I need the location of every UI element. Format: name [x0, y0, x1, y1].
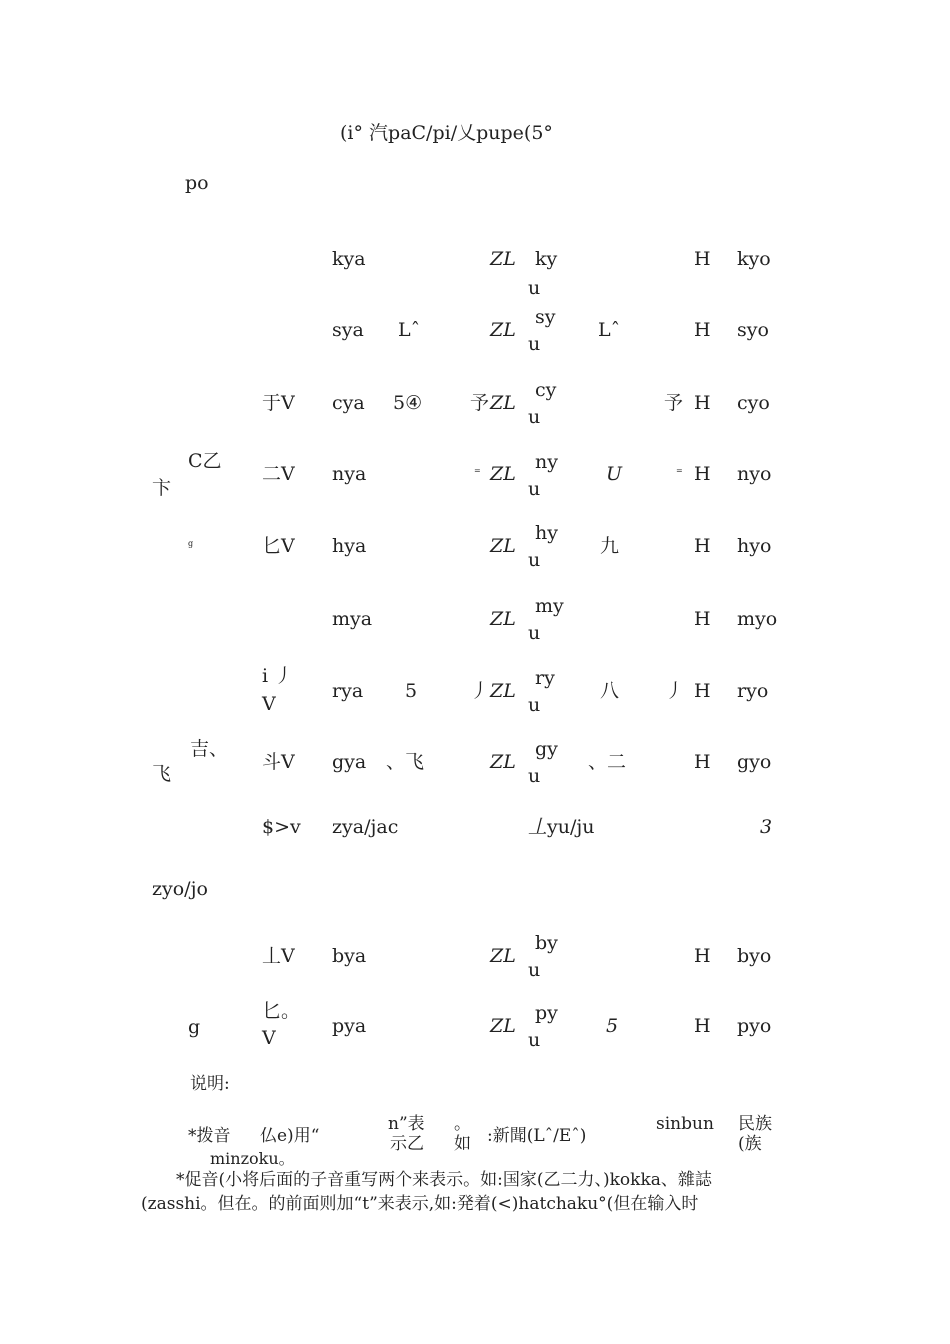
cell-zl: ZL — [490, 248, 516, 270]
cell-u-top: ky — [535, 248, 558, 270]
cell-a-mark: 5④ — [393, 392, 423, 414]
cell-o: nyo — [737, 463, 772, 485]
cell-a: rya — [332, 680, 364, 702]
cell-u: yu/ju — [547, 816, 595, 838]
cell-h: H — [694, 751, 711, 773]
cell-a: nya — [332, 463, 367, 485]
cell-zl: ZL — [490, 319, 516, 341]
cell-o: kyo — [737, 248, 771, 270]
cell-h: H — [694, 535, 711, 557]
cell-o-wrapped: zyo/jo — [152, 878, 208, 900]
notes-title: 说明: — [190, 1074, 230, 1094]
cell-kana: 于V — [262, 392, 295, 414]
note-text: :新聞(Lˆ/Eˆ) — [487, 1126, 587, 1146]
cell-zl: ZL — [490, 608, 516, 630]
cell-kana: 匕V — [262, 535, 295, 557]
header-line: (i° 汽paC/pi/乂pupe(5° — [340, 122, 553, 144]
cell-zl: ZL — [490, 392, 516, 414]
cell-h-prefix: 丿 — [665, 680, 685, 702]
cell-zl: ZL — [490, 463, 516, 485]
cell-u-mark: 、二 — [588, 751, 627, 773]
cell-u-bottom: u — [528, 765, 541, 787]
cell-o: ryo — [737, 680, 769, 702]
cell-a-mark: Lˆ — [398, 319, 421, 341]
cell-u-top: my — [535, 595, 564, 617]
side-label: g — [188, 539, 194, 548]
cell-zl-prefix: 予 — [470, 392, 490, 414]
cell-u-top: ry — [535, 667, 555, 689]
side-label: 飞 — [152, 763, 172, 785]
note-line: *促音(小将后面的子音重写两个来表示。如:国家(乙二力、)kokka、雜誌 — [176, 1170, 712, 1190]
note-text: 仏e)用“ — [260, 1126, 320, 1146]
cell-h: H — [694, 608, 711, 630]
cell-h: H — [694, 945, 711, 967]
cell-zl-prefix: 丿 — [470, 680, 490, 702]
cell-o: cyo — [737, 392, 770, 414]
cell-o-mark: 3 — [760, 816, 773, 838]
cell-u-bottom: u — [528, 406, 541, 428]
cell-o: pyo — [737, 1015, 772, 1037]
cell-a: bya — [332, 945, 367, 967]
cell-zl: ZL — [490, 1015, 516, 1037]
cell-a: hya — [332, 535, 367, 557]
cell-h-prefix: = — [676, 466, 683, 475]
note-text: minzoku。 — [210, 1149, 295, 1168]
cell-u-mark: U — [606, 463, 623, 485]
cell-o: byo — [737, 945, 772, 967]
cell-u-mark: Lˆ — [598, 319, 621, 341]
cell-zl: ZL — [490, 751, 516, 773]
cell-h: H — [694, 463, 711, 485]
cell-u-bottom: u — [528, 277, 541, 299]
cell-a: pya — [332, 1015, 367, 1037]
cell-u-top: hy — [535, 522, 558, 544]
cell-u-top: cy — [535, 379, 557, 401]
cell-h: H — [694, 248, 711, 270]
note-text: 如 — [454, 1134, 471, 1154]
cell-u-bottom: u — [528, 622, 541, 644]
cell-u-bottom: u — [528, 694, 541, 716]
note-text: sinbun — [656, 1114, 714, 1134]
cell-u-top: gy — [535, 738, 558, 760]
cell-a-mark: 5 — [405, 680, 418, 702]
cell-zl: ZL — [490, 945, 516, 967]
cell-u-bottom: u — [528, 1029, 541, 1051]
cell-u-bottom: u — [528, 959, 541, 981]
side-label: 吉、 — [190, 738, 229, 760]
cell-a: kya — [332, 248, 366, 270]
cell-kana: 斗V — [262, 751, 295, 773]
cell-kana-2: V — [262, 693, 276, 715]
cell-h: H — [694, 392, 711, 414]
cell-h: H — [694, 1015, 711, 1037]
side-label: C乙 — [188, 450, 222, 472]
cell-kana: i 丿 — [262, 665, 294, 687]
cell-a: zya/jac — [332, 816, 399, 838]
cell-a: sya — [332, 319, 364, 341]
header-subline: po — [185, 172, 209, 194]
cell-kana: 匕。 — [262, 1000, 301, 1022]
note-text: (族 — [738, 1134, 762, 1154]
cell-u-mark: 九 — [600, 535, 620, 557]
cell-o: gyo — [737, 751, 772, 773]
cell-u-bottom: u — [528, 478, 541, 500]
cell-u-top: by — [535, 932, 558, 954]
cell-a-mark: 、飞 — [386, 751, 425, 773]
cell-u-mark: 丄 — [528, 816, 548, 838]
cell-kana-2: V — [262, 1027, 276, 1049]
cell-a: gya — [332, 751, 367, 773]
cell-o: hyo — [737, 535, 772, 557]
cell-u-top: py — [535, 1002, 558, 1024]
cell-kana: 丄V — [262, 945, 295, 967]
cell-u-mark: 八 — [600, 680, 620, 702]
note-line: (zasshi。但在。的前面则加“t”来表示,如:発着(<)hatchaku°(但在输入时 — [141, 1194, 699, 1214]
cell-zl: ZL — [490, 680, 516, 702]
cell-o: syo — [737, 319, 769, 341]
note-text: *拨音 — [188, 1126, 231, 1146]
cell-a: mya — [332, 608, 373, 630]
cell-kana: 二V — [262, 463, 295, 485]
side-label: 卞 — [152, 477, 172, 499]
cell-h-prefix: 予 — [664, 392, 684, 414]
cell-kana: $>v — [262, 816, 301, 838]
note-text: 民族 — [738, 1114, 772, 1134]
cell-u-mark: 5 — [606, 1015, 619, 1037]
note-text: 示乙 — [390, 1134, 424, 1154]
cell-u-bottom: u — [528, 333, 541, 355]
cell-o: myo — [737, 608, 778, 630]
note-text: n”表 — [388, 1114, 425, 1134]
cell-h: H — [694, 680, 711, 702]
cell-u-top: sy — [535, 306, 556, 328]
cell-a: cya — [332, 392, 365, 414]
cell-u-bottom: u — [528, 549, 541, 571]
note-text: 。 — [454, 1114, 471, 1134]
side-label: g — [188, 1016, 201, 1038]
cell-zl-prefix: = — [474, 466, 481, 475]
cell-h: H — [694, 319, 711, 341]
cell-zl: ZL — [490, 535, 516, 557]
cell-u-top: ny — [535, 451, 558, 473]
